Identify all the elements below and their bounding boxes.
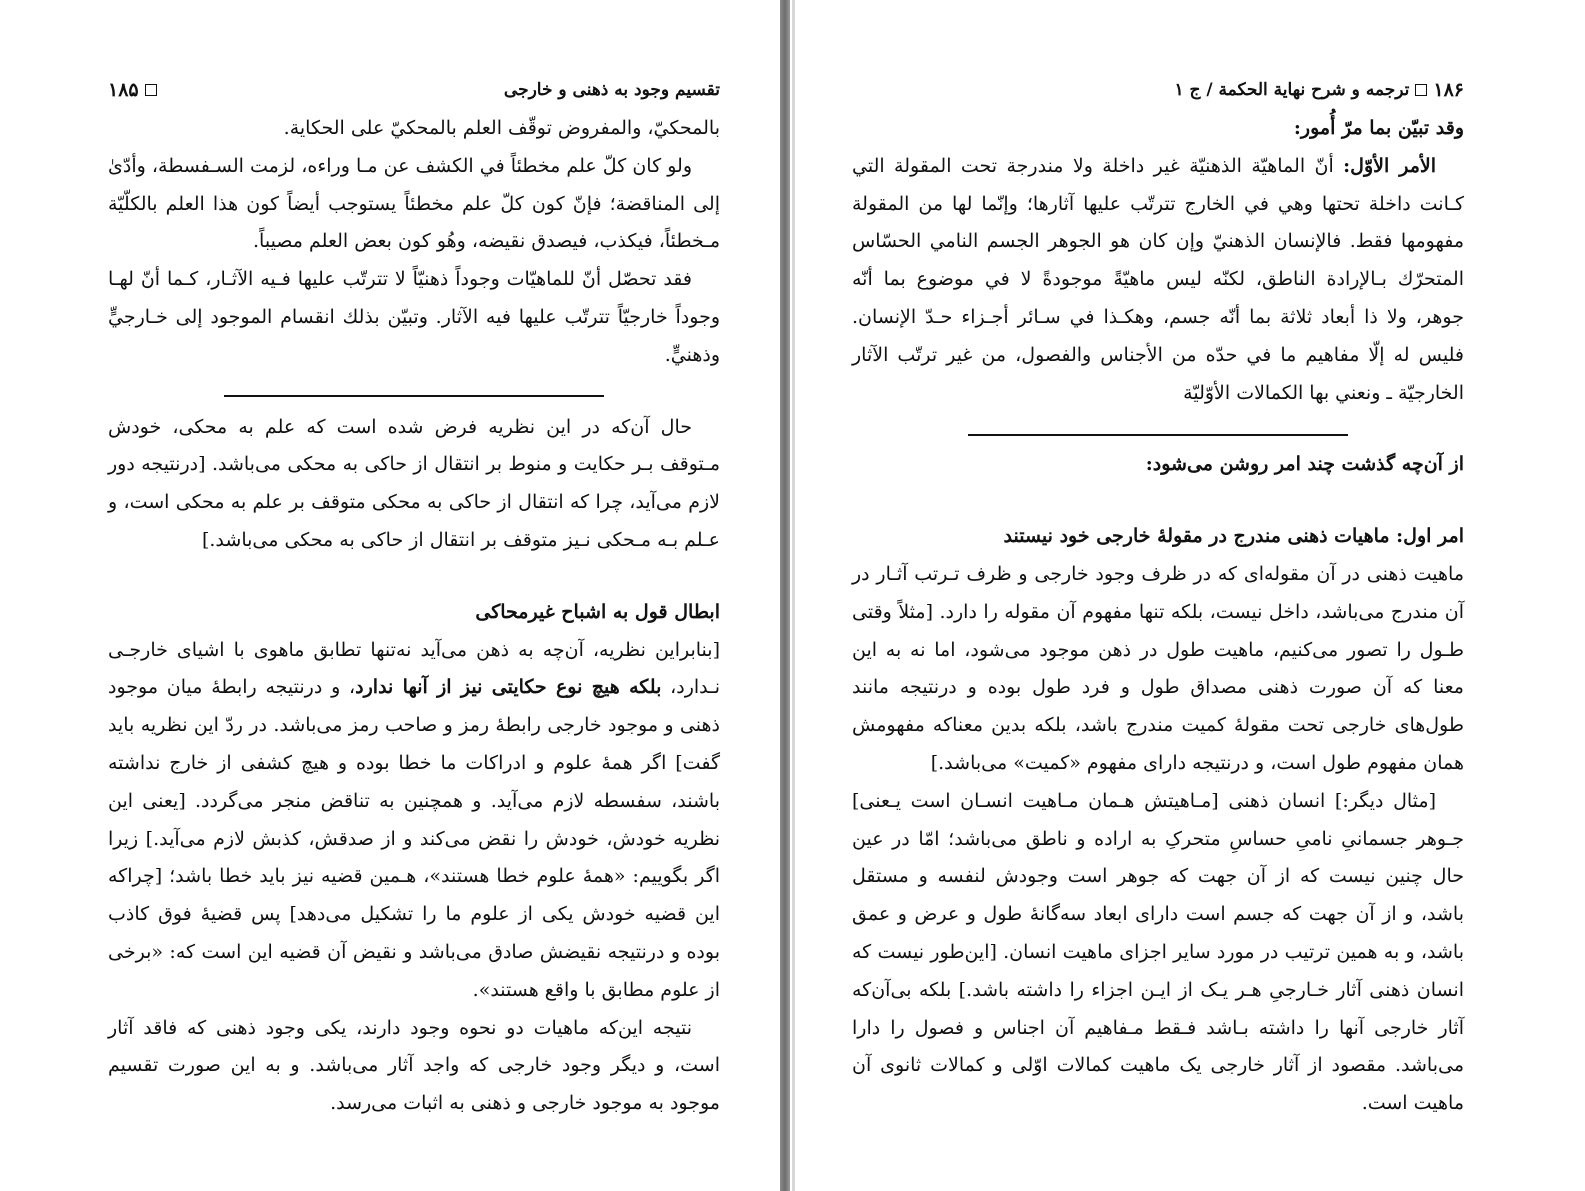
running-title: ترجمه و شرح نهاية الحكمة / ج ۱ — [1174, 80, 1410, 100]
page-number-group — [108, 79, 157, 101]
section-heading: از آن‌چه گذشت چند امر روشن می‌شود: — [1145, 453, 1464, 476]
page-number: ۱۸۶ — [1433, 79, 1464, 101]
right-page — [852, 78, 1464, 1123]
persian-paragraph: [مثال دیگر:] انسان ذهنی [مـاهیتش هـمان مـاهیت انسـان است یـعنی] جـوهر جسمانیِ نامیِ حساسِ متحرکِ به اراده و ناطق می‌باشد؛ امّا در عین حال چنین نیست که از آن جهت که جوهر است وجودش لنفسه و مستقل باشد، و از آن جهت که جسم است دارای ابعاد سه‌گانهٔ طول و عرض و عمق باشد، و به همین ترتیب در مورد سایر اجزای ماهیت انسان. [این‌طور نیست که انسان ذهنی آثار خـارجیِ هـر یـک از ایـن اجزاء را داشته باشد.] بلکه بی‌آن‌که آثار خارجی آنها را داشته بـاشد فـقط مـفاهیم آن اجناس و فصول را دارا می‌باشد. مقصود از آثار خارجی یک ماهیت کمالات اوّلی و کمالات ثانوی آن ماهیت است. — [852, 789, 1464, 1115]
arabic-text-block — [852, 110, 1464, 412]
section-heading: ابطال قول به اشباح غیرمحاکی — [475, 600, 720, 623]
arabic-paragraph — [852, 148, 1464, 413]
paragraph-rest: ، و درنتیجه رابطهٔ میان موجود ذهنی و موجود خارجی رابطهٔ رمز و صاحب رمز می‌باشد. در ردّ این نظریه باید گفت] اگر همهٔ علوم و ادراکات ما خطا بوده و هیچ کشفی از خارج نداشته باشند، سفسطه لازم می‌آید. و همچنین به تناقض منجر می‌گردد. [یعنی این نظریه خودش، خودش را نقض می‌کند و از صدقش، کذبش لازم می‌آید.] زیرا اگر بگوییم: «همهٔ علوم خطا هستند»، هـمین قضیه نیز باید خطا باشد؛ [چراکه این قضیه خودش یکی از علوم ما را تشکیل می‌دهد] پس قضیهٔ فوق کاذب بوده و درنتیجه نقیضش صادق می‌باشد و نقیض آن قضیه این است که: «برخی از علوم مطابق با واقع هستند». — [108, 676, 720, 1001]
persian-paragraph: نتیجه این‌که ماهیات دو نحوه وجود دارند، یکی وجود ذهنی که فاقد آثار است، و دیگر وجود خارجی که واجد آثار می‌باشد. و به این صورت تقسیم موجود به موجود خارجی و ذهنی به اثبات می‌رسد. — [108, 1016, 720, 1115]
arabic-paragraph: فقد تحصّل أنّ للماهيّات وجوداً ذهنيّاً لا تترتّب عليها فـيه الآثـار، كـما أنّ لهـا وجوداً خارجيّاً تترتّب عليها فيه الآثار. وتبيّن بذلك انقسام الموجود إلى خـارجيٍّ وذهنيٍّ. — [108, 268, 720, 366]
arabic-heading: وقد تبيّن بما مرّ أُمور: — [1293, 117, 1464, 139]
running-title: تقسیم وجود به ذهنی و خارجی — [503, 80, 720, 100]
arabic-text-block — [108, 110, 720, 375]
paragraph-body: أنّ الماهيّة الذهنيّة غير داخلة ولا مندرجة تحت المقولة التي كـانت داخلة تحتها وهي في الخارج تترتّب عليها آثارها؛ وإنّما لها من المقولة مفهومها فقط. فالإنسان الذهنيّ وإن كان هو الجوهر الجسم النامي الحسّاس المتحرّك بـالإرادة الناطق، لكنّه ليس ماهيّةً موجودةً لا في موضوع بما أنّه جوهر، ولا ذا أبعاد ثلاثة بما أنّه جسم، وهكـذا في سـائر أجـزاء حـدّ الإنسان. فليس له إلّا مفاهيم ما في حدّه من الأجناس والفصول، من غير ترتّب الآثار الخارجيّة ـ ونعني بها الكمالات الأوّليّة — [852, 154, 1464, 404]
book-spine — [780, 0, 790, 1191]
paragraph-start: [بنابراین نظریه، آن‌چه به ذهن می‌آید نه‌تنها تطابق ماهوی با اشیای خارجـی نـدارد، — [108, 638, 721, 699]
page-number-group — [1174, 79, 1464, 101]
persian-paragraph: حال آن‌که در این نظریه فرض شده است که علم به محکی، خودش مـتوقف بـر حکایت و منوط بر انتقال از حاکی به محکی می‌باشد. [درنتیجه دور لازم می‌آید، چرا که انتقال از حاکی به محکی متوقف بر علم به محکی است، و عـلم بـه مـحکی نـیز متوقف بر انتقال از حاکی به محکی می‌باشد.] — [108, 415, 720, 551]
bold-phrase: بلکه هیچ نوع حکایتی نیز از آنها ندارد — [355, 676, 662, 699]
persian-paragraph — [108, 632, 720, 1010]
page-edge — [792, 0, 795, 1191]
left-page — [108, 78, 720, 1123]
square-ornament-icon — [1415, 84, 1427, 96]
persian-paragraph: ماهیت ذهنی در آن مقوله‌ای که در ظرف وجود خارجی و ظرف تـرتب آثـار در آن مندرج می‌باشد، داخل نیست، بلکه تنها مفهوم آن مقوله را دارد. [مثلاً وقتی طـول را تصور می‌کنیم، ماهیت طول در ذهن موجود می‌شود، اما نه به این معنا که آن صورت ذهنی مصداق طول و فرد طول بوده و درنتیجه مانند طول‌های خارجی تحت مقولهٔ کمیت مندرج باشد، بلکه بدین معناکه مفهومش همان مفهوم طول است، و درنتیجه دارای مفهوم «کمیت» می‌باشد.] — [852, 562, 1464, 774]
page-header — [108, 78, 720, 102]
item-label: الأمر الأوّل: — [1343, 154, 1436, 177]
persian-text-block — [852, 446, 1464, 1123]
arabic-paragraph: ولو كان كلّ علم مخطئاً في الكشف عن مـا وراءه، لزمت السـفسطة، وأدّىٰ إلى المناقضة؛ فإنّ كون كلّ علم مخطئاً يستوجب أيضاً كون هذا العلم بالكلّيّة مـخطئاً، فيكذب، فيصدق نقيضه، وهُو كون بعض العلم مصيباً. — [108, 154, 720, 253]
page-number: ۱۸۵ — [108, 79, 139, 101]
arabic-paragraph: بالمحكيّ، والمفروض توقّف العلم بالمحكيّ على الحكاية. — [283, 117, 720, 139]
page-header — [852, 78, 1464, 102]
persian-text-block — [108, 409, 720, 1123]
section-heading: امر اول: ماهیات ذهنی مندرج در مقولهٔ خارجی خود نیستند — [1003, 525, 1464, 548]
square-ornament-icon — [145, 84, 157, 96]
